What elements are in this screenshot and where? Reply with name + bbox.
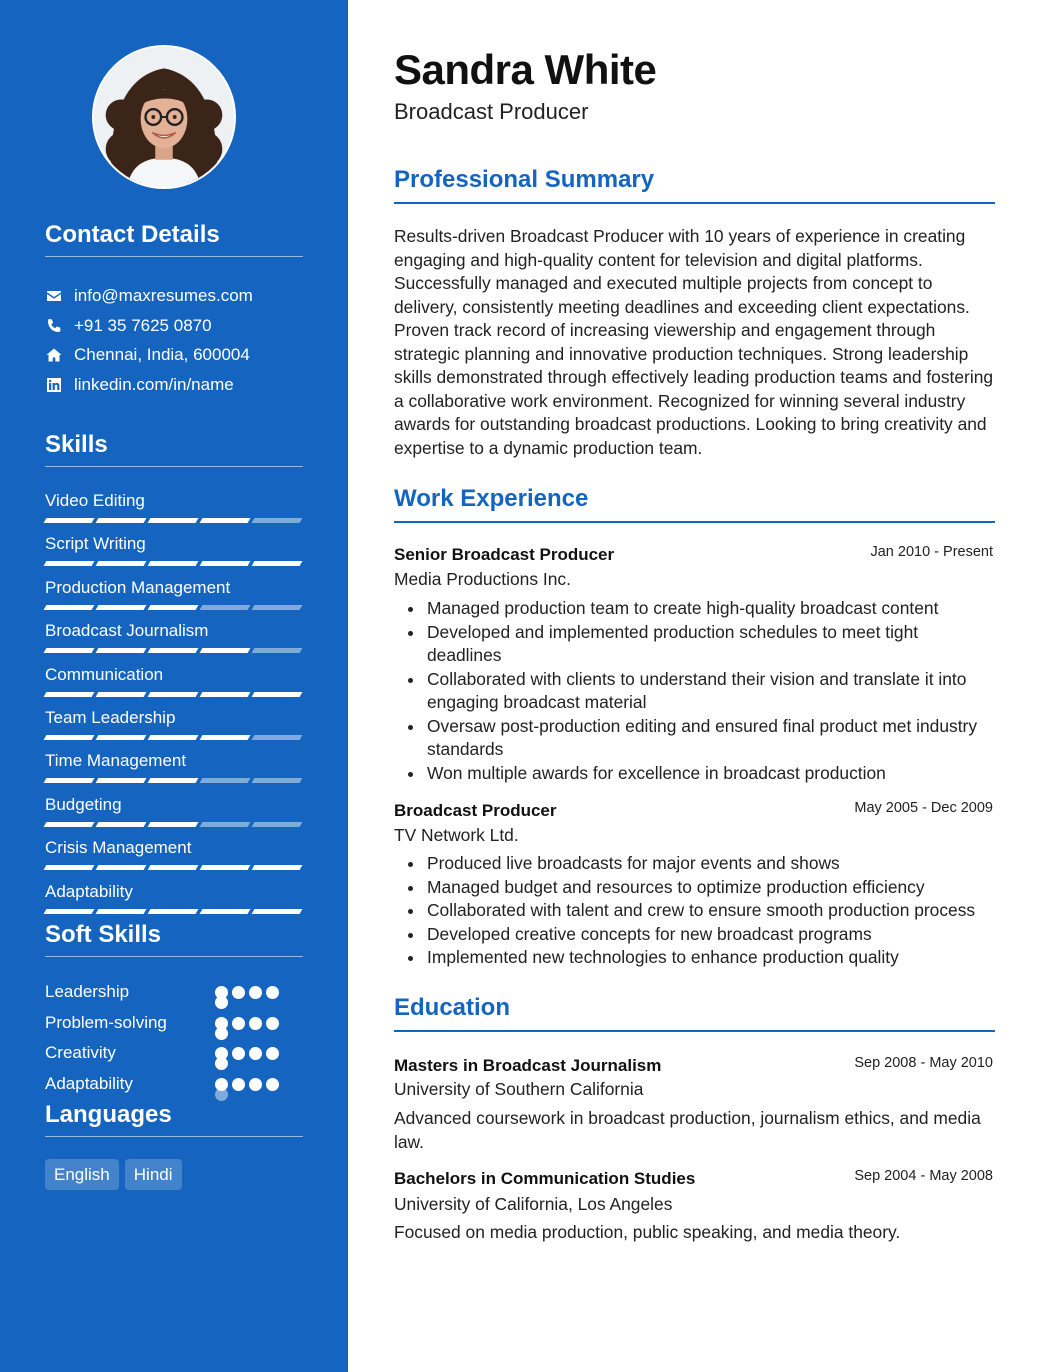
- job-title: Senior Broadcast Producer: [394, 545, 615, 564]
- skill-level-segment: [44, 822, 95, 827]
- skill-level-segment: [252, 822, 303, 827]
- skill-name: Budgeting: [45, 794, 122, 814]
- rating-dot: [232, 1078, 245, 1091]
- job-bullets: [394, 852, 995, 970]
- list-item: Managed production team to create high-quality broadcast content: [394, 597, 995, 621]
- soft-skill-name: Adaptability: [45, 1073, 133, 1093]
- envelope-icon: [45, 288, 63, 304]
- contact-heading: Contact Details: [45, 220, 303, 257]
- degree-dates: Sep 2004 - May 2008: [854, 1168, 993, 1184]
- list-item: Collaborated with talent and crew to ensure smooth production process: [394, 899, 995, 923]
- skill-level-segment: [96, 778, 147, 783]
- profile-photo-illustration: [94, 47, 234, 187]
- skill-name: Script Writing: [45, 534, 146, 554]
- degree-title: Masters in Broadcast Journalism: [394, 1056, 662, 1075]
- soft-skill-item: [45, 1012, 285, 1034]
- skill-level-bar: [45, 778, 301, 783]
- job-company: Media Productions Inc.: [394, 569, 571, 589]
- skill-level-segment: [200, 778, 251, 783]
- skill-level-segment: [148, 865, 199, 870]
- job-dates: May 2005 - Dec 2009: [854, 800, 993, 816]
- school-name: University of Southern California: [394, 1079, 644, 1099]
- skill-level-segment: [252, 735, 303, 740]
- degree-dates: Sep 2008 - May 2010: [854, 1055, 993, 1071]
- skill-item: [45, 578, 301, 610]
- rating-dot: [249, 986, 262, 999]
- skill-level-segment: [96, 561, 147, 566]
- list-item: Won multiple awards for excellence in broadcast production: [394, 762, 995, 786]
- skill-level-segment: [96, 909, 147, 914]
- skill-name: Team Leadership: [45, 708, 176, 727]
- soft-skill-rating: [215, 1017, 285, 1031]
- contact-linkedin-text: linkedin.com/in/name: [74, 375, 234, 394]
- degree-description: Focused on media production, public speaking, and media theory.: [394, 1222, 901, 1242]
- rating-dot: [215, 1027, 228, 1040]
- skill-level-segment: [148, 605, 199, 610]
- skill-level-segment: [200, 648, 251, 653]
- list-item: Developed and implemented production schedules to meet tight deadlines: [394, 621, 995, 668]
- skill-level-segment: [44, 561, 95, 566]
- skill-level-segment: [200, 518, 251, 523]
- rating-dot: [249, 1047, 262, 1060]
- skill-level-bar: [45, 692, 301, 697]
- skill-level-segment: [96, 822, 147, 827]
- skill-level-segment: [148, 648, 199, 653]
- skill-name: Production Management: [45, 577, 231, 597]
- skill-name: Video Editing: [45, 491, 145, 510]
- skill-level-segment: [252, 865, 303, 870]
- skill-level-bar: [45, 735, 301, 740]
- rating-dot: [266, 1047, 279, 1060]
- soft-skill-name: Creativity: [45, 1043, 116, 1062]
- education-heading: Education: [394, 993, 995, 1032]
- skill-level-bar: [45, 865, 301, 870]
- rating-dot: [215, 996, 228, 1009]
- skill-level-segment: [200, 735, 251, 740]
- job-bullets: [394, 597, 995, 785]
- skill-level-segment: [44, 692, 95, 697]
- rating-dot: [249, 1017, 262, 1030]
- skill-level-segment: [96, 692, 147, 697]
- rating-dot: [232, 986, 245, 999]
- language-tag: Hindi: [125, 1159, 182, 1190]
- skill-level-segment: [44, 909, 95, 914]
- skill-level-segment: [200, 561, 251, 566]
- skill-level-bar: [45, 605, 301, 610]
- skill-name: Broadcast Journalism: [45, 621, 209, 641]
- rating-dot: [232, 1017, 245, 1030]
- skill-level-segment: [44, 605, 95, 610]
- skill-level-segment: [96, 518, 147, 523]
- skill-level-segment: [44, 735, 95, 740]
- skill-level-bar: [45, 909, 301, 914]
- skill-level-segment: [252, 605, 303, 610]
- list-item: Managed budget and resources to optimize production efficiency: [394, 876, 995, 900]
- sidebar: [0, 0, 348, 1372]
- skill-level-bar: [45, 561, 301, 566]
- candidate-name: Sandra White: [394, 46, 657, 93]
- contact-phone-text: +91 35 7625 0870: [74, 316, 212, 335]
- summary-text: Results-driven Broadcast Producer with 10 years of experience in creating engaging and high-quality content for television and digital platforms. Successfully managed and executed multiple projects from concept to delivery, consistently meeting deadlines and exceeding client expectations. Proven track record of increasing viewership and engagement through strategic planning and innovative production techniques. Strong leadership skills demonstrated through effectively leading production teams and fostering a collaborative work environment. Recognized for winning several industry awards for outstanding broadcast productions. Looking to bring creativity and expertise to a dynamic production team.: [394, 226, 994, 458]
- soft-skill-rating: [215, 1047, 285, 1061]
- skill-level-segment: [148, 692, 199, 697]
- skill-level-segment: [252, 778, 303, 783]
- skill-level-bar: [45, 648, 301, 653]
- list-item: Developed creative concepts for new broadcast programs: [394, 923, 995, 947]
- skill-level-segment: [200, 865, 251, 870]
- skill-level-segment: [148, 822, 199, 827]
- skill-level-segment: [96, 648, 147, 653]
- skill-name: Adaptability: [45, 881, 133, 901]
- contact-linkedin[interactable]: [45, 375, 234, 395]
- skill-item: [45, 534, 301, 566]
- list-item: Oversaw post-production editing and ensured final product met industry standards: [394, 715, 995, 762]
- soft-skill-name: Leadership: [45, 982, 130, 1001]
- skill-item: [45, 751, 301, 783]
- skill-level-segment: [148, 778, 199, 783]
- candidate-role: Broadcast Producer: [394, 99, 589, 124]
- contact-address: [45, 345, 250, 365]
- rating-dot: [266, 986, 279, 999]
- skill-item: [45, 882, 301, 914]
- soft-skill-rating: [215, 1078, 285, 1092]
- rating-dot: [232, 1047, 245, 1060]
- skill-level-segment: [44, 778, 95, 783]
- skill-level-segment: [148, 909, 199, 914]
- skill-item: [45, 665, 301, 697]
- skill-name: Crisis Management: [45, 838, 192, 858]
- school-name: University of California, Los Angeles: [394, 1194, 673, 1214]
- skill-level-segment: [252, 561, 303, 566]
- skill-level-segment: [252, 909, 303, 914]
- linkedin-icon: [45, 377, 63, 393]
- rating-dot: [215, 1088, 228, 1101]
- skill-item: [45, 491, 301, 523]
- skill-name: Communication: [45, 664, 164, 684]
- skill-level-segment: [252, 648, 303, 653]
- experience-heading: Work Experience: [394, 484, 995, 523]
- skill-level-segment: [200, 909, 251, 914]
- summary-heading: Professional Summary: [394, 165, 995, 204]
- skill-level-segment: [44, 865, 95, 870]
- skill-item: [45, 708, 301, 740]
- skill-level-segment: [200, 692, 251, 697]
- skill-item: [45, 795, 301, 827]
- soft-skill-item: [45, 981, 285, 1003]
- skill-level-segment: [252, 518, 303, 523]
- rating-dot: [266, 1078, 279, 1091]
- rating-dot: [215, 1057, 228, 1070]
- skill-level-segment: [200, 822, 251, 827]
- skill-level-segment: [252, 692, 303, 697]
- rating-dot: [249, 1078, 262, 1091]
- rating-dot: [266, 1017, 279, 1030]
- degree-title: Bachelors in Communication Studies: [394, 1169, 696, 1188]
- language-tags: [45, 1159, 182, 1190]
- phone-icon: [45, 318, 63, 334]
- soft-skill-name: Problem-solving: [45, 1012, 167, 1032]
- skill-level-segment: [96, 735, 147, 740]
- skill-item: [45, 621, 301, 653]
- soft-skill-item: [45, 1042, 285, 1064]
- skill-item: [45, 838, 301, 870]
- job-title: Broadcast Producer: [394, 801, 557, 820]
- profile-photo: [92, 45, 236, 189]
- skill-level-segment: [96, 865, 147, 870]
- skills-heading: Skills: [45, 430, 303, 467]
- skill-level-segment: [200, 605, 251, 610]
- skill-level-segment: [148, 561, 199, 566]
- soft-skill-item: [45, 1073, 285, 1095]
- languages-heading: Languages: [45, 1100, 303, 1137]
- job-dates: Jan 2010 - Present: [870, 544, 993, 560]
- degree-description: Advanced coursework in broadcast production, journalism ethics, and media law.: [394, 1108, 981, 1152]
- skill-level-segment: [148, 518, 199, 523]
- skill-level-bar: [45, 518, 301, 523]
- list-item: Implemented new technologies to enhance production quality: [394, 946, 995, 970]
- contact-email-text: info@maxresumes.com: [74, 286, 253, 305]
- soft-skills-heading: Soft Skills: [45, 920, 303, 957]
- language-tag: English: [45, 1159, 119, 1190]
- contact-email[interactable]: [45, 286, 253, 306]
- skill-name: Time Management: [45, 751, 187, 771]
- skill-level-bar: [45, 822, 301, 827]
- contact-phone[interactable]: [45, 316, 212, 336]
- home-icon: [45, 347, 63, 363]
- list-item: Produced live broadcasts for major events and shows: [394, 852, 995, 876]
- skill-level-segment: [44, 648, 95, 653]
- skill-level-segment: [148, 735, 199, 740]
- skill-level-segment: [44, 518, 95, 523]
- contact-address-text: Chennai, India, 600004: [74, 345, 250, 364]
- skill-level-segment: [96, 605, 147, 610]
- list-item: Collaborated with clients to understand their vision and translate it into engaging broadcast material: [394, 668, 995, 715]
- soft-skill-rating: [215, 986, 285, 1000]
- job-company: TV Network Ltd.: [394, 825, 519, 845]
